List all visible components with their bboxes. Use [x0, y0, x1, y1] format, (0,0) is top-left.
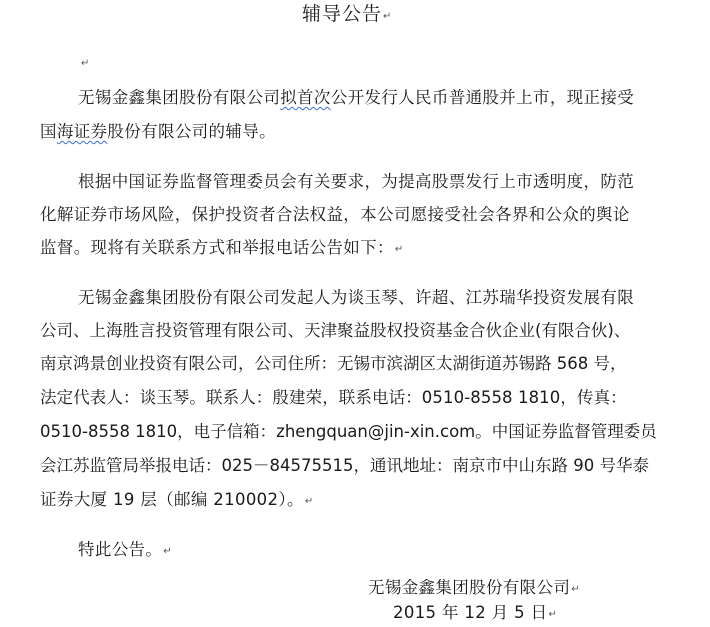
text-span: 股份有限公司的辅导。: [107, 122, 276, 141]
spellcheck-underlined-text: 拟首次: [280, 88, 331, 107]
text-span: 国: [40, 122, 57, 141]
text-span: 证券大厦 19 层（邮编 210002）。: [40, 490, 304, 509]
text-span: 2015 年 12 月 5 日: [393, 603, 548, 622]
title-text: 辅导公告: [302, 3, 383, 25]
paragraph-mark-icon: ↵: [163, 546, 172, 557]
text-span: 特此公告。: [78, 540, 163, 559]
paragraph-mark-icon: ↵: [383, 11, 393, 22]
signature-date: [393, 603, 557, 625]
text-span: 公开发行人民币普通股并上市，现正接受: [330, 88, 635, 107]
paragraph-3-line-2: 公司、上海胜言投资管理有限公司、天津聚益股权投资基金合伙企业(有限合伙)、: [40, 321, 631, 340]
paragraph-3-line-3: 南京鸿景创业投资有限公司，公司住所：无锡市滨湖区太湖街道苏锡路 568 号，: [40, 354, 627, 373]
paragraph-2-line-2: 化解证券市场风险，保护投资者合法权益，本公司愿接受社会各界和公众的舆论: [40, 205, 630, 224]
paragraph-mark-icon: ↵: [304, 496, 314, 507]
text-span: 监督。现将有关联系方式和举报电话公告如下：: [40, 238, 394, 257]
paragraph-mark-icon: ↵: [571, 584, 580, 595]
paragraph-2-line-1: 根据中国证券监督管理委员会有关要求，为提高股票发行上市透明度，防范: [78, 172, 635, 191]
paragraph-3-line-1: 无锡金鑫集团股份有限公司发起人为谈玉琴、许超、江苏瑞华投资发展有限: [78, 288, 635, 307]
paragraph-3-line-7: [40, 490, 314, 512]
spellcheck-underlined-text: 海证券: [56, 122, 108, 141]
paragraph-2-line-3: [40, 238, 404, 260]
empty-paragraph: [80, 52, 90, 74]
text-span: 无锡金鑫集团股份有限公司: [368, 578, 571, 597]
paragraph-mark-icon: ↵: [394, 244, 404, 255]
paragraph-3-line-5: 0510-8558 1810，电子信箱：zhengquan@jin-xin.com。中国证券监督管理委员: [40, 422, 657, 441]
document-title: [302, 4, 392, 27]
text-span: 无锡金鑫集团股份有限公司: [78, 88, 281, 107]
paragraph-1-line-2: [40, 122, 276, 142]
paragraph-1-line-1: [78, 88, 634, 108]
paragraph-mark-icon: ↵: [81, 58, 90, 69]
paragraph-3-line-4: 法定代表人：谈玉琴。联系人：殷建荣，联系电话：0510-8558 1810，传真：: [40, 388, 627, 407]
paragraph-3-line-6: 会江苏监管局举报电话：025－84575515，通讯地址：南京市中山东路 90 号华泰: [40, 456, 649, 475]
closing-line: [78, 540, 172, 562]
paragraph-mark-icon: ↵: [548, 609, 558, 620]
signature-company: [368, 578, 580, 600]
